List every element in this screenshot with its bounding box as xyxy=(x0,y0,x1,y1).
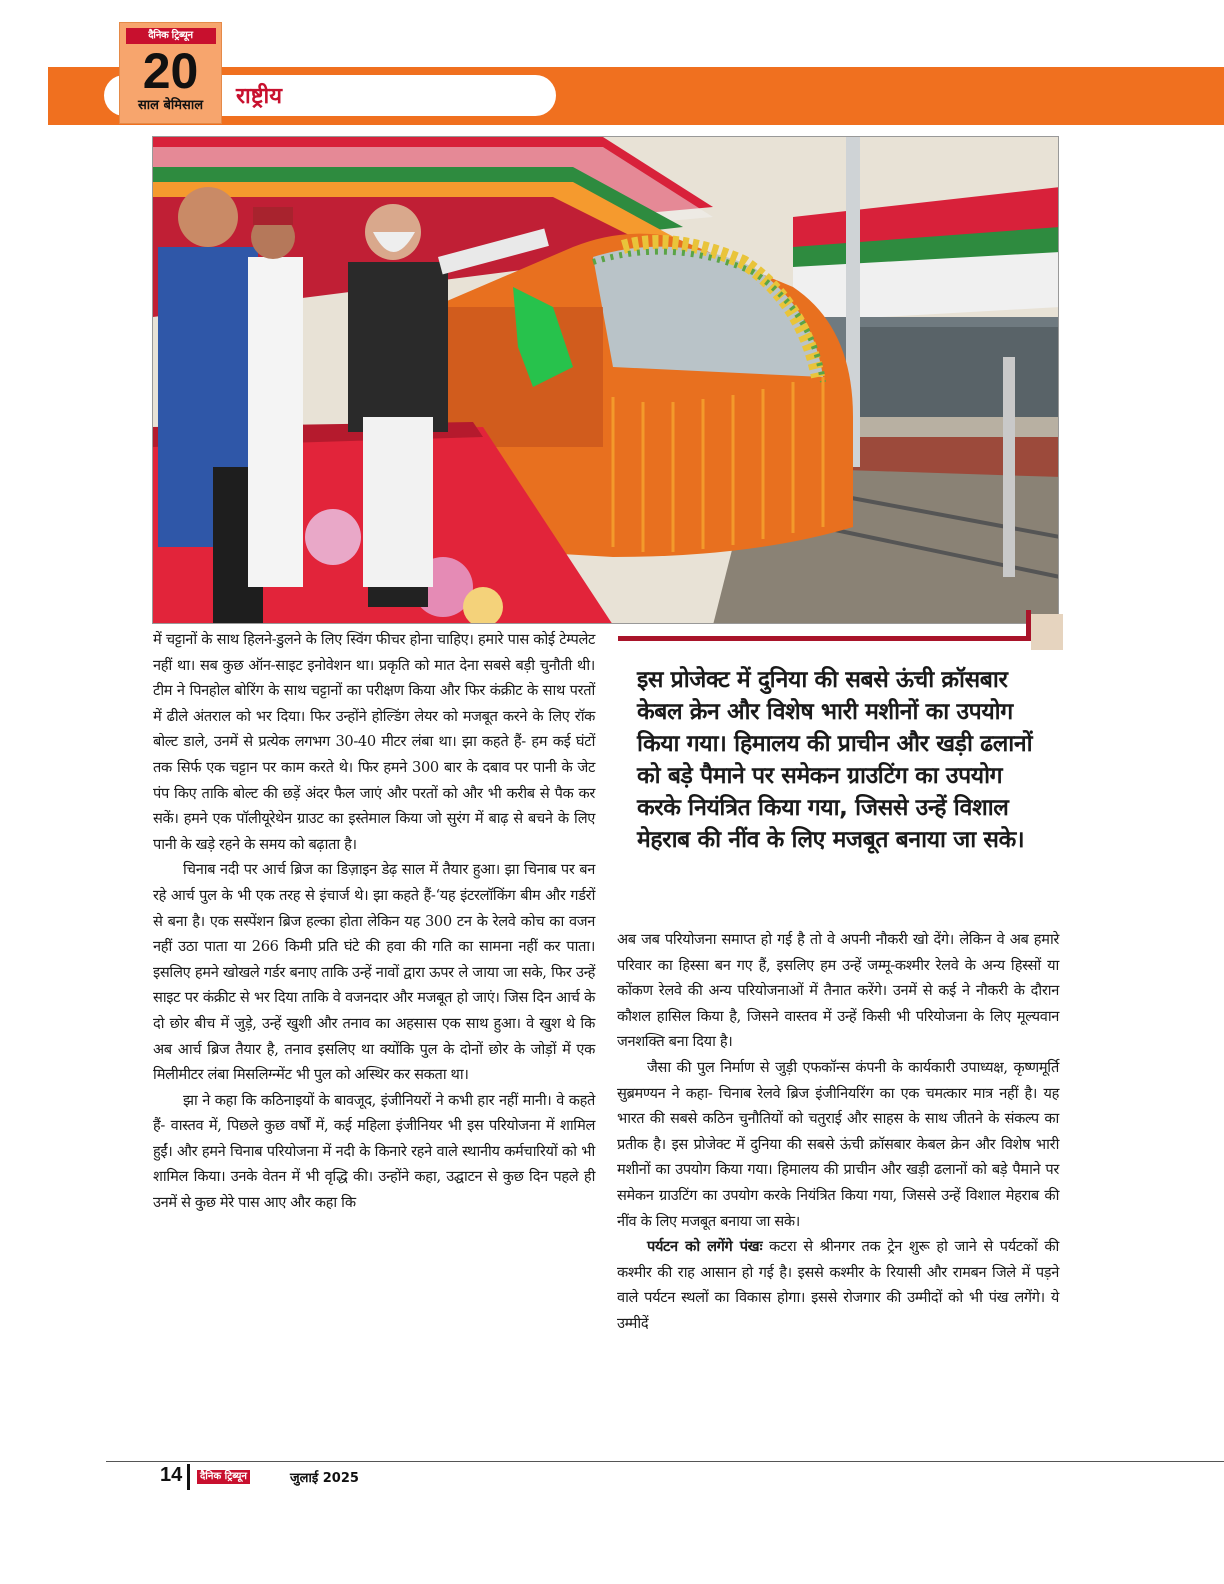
paragraph: जैसा की पुल निर्माण से जुड़ी एफकॉन्स कंपनी के कार्यकारी उपाध्यक्ष, कृष्णमूर्ति सुब्रमण्यन ने कहा- चिनाब रेलवे ब्रिज इंजीनियरिंग का एक चमत्कार मात्र नहीं है। यह भारत की सबसे कठिन चुनौतियों को चतुराई और साहस के साथ जीतने के संकल्प का प्रतीक है। इस प्रोजेक्ट में दुनिया की सबसे ऊंची क्रॉसबार केबल क्रेन और विशेष भारी मशीनों का उपयोग किया गया। हिमालय की प्राचीन और खड़ी ढलानों को बड़े पैमाने पर समेकन ग्राउटिंग का उपयोग करके नियंत्रित किया गया, जिससे उन्हें विशाल मेहराब की नींव के लिए मजबूत बनाया जा सके। xyxy=(617,1058,1059,1230)
subheading-tourism: पर्यटन को लगेंगे पंखः xyxy=(647,1238,763,1256)
paragraph-tourism xyxy=(617,1234,1059,1336)
article-column-right xyxy=(617,927,1059,1442)
badge-subtitle: साल बेमिसाल xyxy=(137,98,204,113)
footer-brand-logo: दैनिक ट्रिब्यून xyxy=(197,1470,250,1484)
badge-number: 20 xyxy=(142,43,199,99)
article-column-left xyxy=(153,627,595,1445)
page-number: 14 xyxy=(160,1464,183,1486)
paragraph: झा ने कहा कि कठिनाइयों के बावजूद, इंजीनियरों ने कभी हार नहीं मानी। वे कहते हैं- वास्तव में, पिछले कुछ वर्षों में, कई महिला इंजीनियर भी इस परियोजना में शामिल हुईं। और हमने चिनाब परियोजना में नदी के किनारे रहने वाले स्थानीय कर्मचारियों को भी शामिल किया। उनके वेतन में भी वृद्धि की। उन्होंने कहा, उद्घाटन से कुछ दिन पहले ही उनमें से कुछ मेरे पास आए और कहा कि xyxy=(153,1091,595,1212)
pull-quote: इस प्रोजेक्ट में दुनिया की सबसे ऊंची क्रॉसबार केबल क्रेन और विशेष भारी मशीनों का उपयोग किया गया। हिमालय की प्राचीन और खड़ी ढलानों को बड़े पैमाने पर समेकन ग्राउटिंग का उपयोग करके नियंत्रित किया गया, जिससे उन्हें विशाल मेहराब की नींव के लिए मजबूत बनाया जा सके। xyxy=(637,667,1033,853)
footer-separator xyxy=(187,1464,190,1490)
pullquote-rule xyxy=(618,636,1030,641)
section-title: राष्ट्रीय xyxy=(236,84,283,109)
paragraph: में चट्टानों के साथ हिलने-डुलने के लिए स्विंग फीचर होना चाहिए। हमारे पास कोई टेम्पलेट नहीं था। सब कुछ ऑन-साइट इनोवेशन था। प्रकृति को मात देना सबसे बड़ी चुनौती थी। टीम ने पिनहोल बोरिंग के साथ चट्टानों का परीक्षण किया और फिर कंक्रीट के साथ परतों में ढीले अंतराल को भर दिया। फिर उन्होंने होल्डिंग लेयर को मजबूत करने के लिए रॉक बोल्ट डाले, उनमें से प्रत्येक लगभग 30-40 मीटर लंबा था। झा कहते हैं- हम कई घंटों तक सिर्फ एक चट्टान पर काम करते थे। फिर हमने 300 बार के दबाव पर पानी के जेट पंप किए ताकि बोल्ट की छड़ें अंदर फैल जाएं और परतों को और भी करीब से पैक कर सकें। हमने एक पॉलीयूरेथेन ग्राउट का इस्तेमाल किया जो सुरंग में बाढ़ से बचने के लिए पानी के खड़े रहने के समय को बढ़ाता है। xyxy=(153,631,595,853)
anniversary-badge xyxy=(119,22,222,124)
paragraph-text: कटरा से श्रीनगर तक ट्रेन शुरू हो जाने से पर्यटकों की कश्मीर की राह आसान हो गई है। इससे कश्मीर के रियासी और रामबन जिले में पड़ने वाले पर्यटन स्थलों का विकास होगा। इससे रोजगार की उम्मीदों को भी पंख लगेंगे। ये उम्मीदें xyxy=(617,1238,1059,1332)
train-flag-off-photo xyxy=(152,136,1059,624)
photo-illustration xyxy=(153,137,1059,624)
footer-rule xyxy=(106,1461,1224,1462)
paragraph: चिनाब नदी पर आर्च ब्रिज का डिज़ाइन डेढ़ साल में तैयार हुआ। झा चिनाब पर बन रहे आर्च पुल के भी एक तरह से इंचार्ज थे। झा कहते हैं-‘यह इंटरलॉकिंग बीम और गर्डरों से बना है। एक सस्पेंशन ब्रिज हल्का होता लेकिन यह 300 टन के रेलवे कोच का वजन नहीं उठा पाता या 266 किमी प्रति घंटे की हवा की गति का सामना नहीं कर पाता। इसलिए हमने खोखले गर्डर बनाए ताकि उन्हें नावों द्वारा ऊपर ले जाया जा सके, फिर उन्हें साइट पर कंक्रीट से भर दिया ताकि वे वजनदार और मजबूत हो जाएं। जिस दिन आर्च के दो छोर बीच में जुड़े, उन्हें खुशी और तनाव का अहसास एक साथ हुआ। वे खुश थे कि अब आर्च ब्रिज तैयार है, तनाव इसलिए था क्योंकि पुल के दोनों छोर के जोड़ों में एक मिलीमीटर लंबा मिसलिग्न्मेंट भी पुल को अस्थिर कर सकता था। xyxy=(153,861,595,1084)
paragraph: अब जब परियोजना समाप्त हो गई है तो वे अपनी नौकरी खो देंगे। लेकिन वे अब हमारे परिवार का हिस्सा बन गए हैं, इसलिए हम उन्हें जम्मू-कश्मीर रेलवे के अन्य हिस्सों या कोंकण रेलवे की अन्य परियोजनाओं में तैनात करेंगे। उनमें से कई ने नौकरी के दौरान कौशल हासिल किया है, जिसने वास्तव में उन्हें किसी भी परियोजना के लिए मूल्यवान जनशक्ति बना दिया है। xyxy=(617,931,1059,1051)
issue-date: जुलाई 2025 xyxy=(290,1471,359,1486)
pullquote-corner-block xyxy=(1031,614,1063,650)
badge-brand-logo: दैनिक ट्रिब्यून xyxy=(126,28,216,44)
